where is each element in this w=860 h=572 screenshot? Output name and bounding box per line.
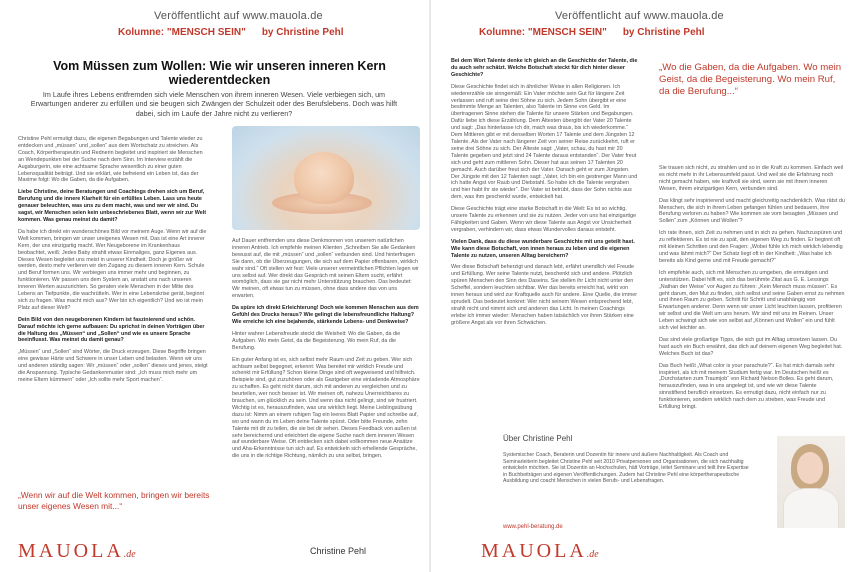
author-byline: by Christine Pehl xyxy=(622,27,705,38)
pull-quote: „Wenn wir auf die Welt kommen, bringen wir bereits unser eigenes Wesen mit...“ xyxy=(18,490,210,511)
left-column-1 xyxy=(18,136,208,476)
photo-baby xyxy=(294,152,354,204)
portrait-body xyxy=(783,488,839,528)
footer-author: Christine Pehl xyxy=(310,546,367,556)
about-text: Systemischer Coach, Beraterin und Dozentin für innere und äußere Nachhaltigkeit. Als Coach und Seminarleiterin begleitet Christine Pehl seit 2010 Privatpersonen und Organisationen, die sich nachhaltig entwickeln möchten. Sie ist Dozentin an Hochschulen, hält Vorträge, leitet Seminare und teilt ihre Expertise in Buchbeiträgen und eigenen Veröffentlichungen. Zudem hat Christine Pehl eine körpertherapeutische Ausbildung und coacht Menschen in vielen Berufs- und Lebensfragen. xyxy=(503,452,749,485)
interview-question: Dein Bild von den neugeborenen Kindern ist faszinierend und schön. Darauf möchte ich gerne aufbauen: Du sprichst in deinen Vorträgen über die Haltung des „Müssen“ und „Sollen“ und wie es unsere Sprache beeinflusst. Was meinst du damit genau? xyxy=(18,316,205,344)
about-title: Über Christine Pehl xyxy=(503,434,573,443)
interview-question: Da spüre ich direkt Erleichterung! Doch wie kommen Menschen aus dem Gefühl des Drucks heraus? Wie gelingt die lebensfreundliche Haltung? Wie erreiche ich eine bejahende, stärkende Lebens- und Denkweise? xyxy=(232,305,419,325)
author-portrait xyxy=(777,436,845,528)
paragraph: Das klingt sehr inspirierend und macht gleichzeitig nachdenklich. Was rätst du Menschen, die sich in ihrem Leben gefangen fühlen und bedauern, ihre Berufung verloren zu haben? Wie kommen sie vom besagten „Müssen und Sollen“ zum „Können und Wollen“? xyxy=(659,197,845,225)
paragraph: Ich rate ihnen, sich Zeit zu nehmen und in sich zu gehen. Nachzuspüren und zu reflektieren. Es ist nie zu spät, den eigenen Weg zu finden. Er beginnt oft mit kleinen Schritten und den Fragen: „Wobei fühle ich mich wirklich lebendig und was lähmt mich?“ Der Schatz liegt oft in der Kindheit: „Was habe ich bereits als Kind gerne und mit Freude gemacht?“ xyxy=(659,230,843,264)
mauola-logo xyxy=(18,540,136,563)
paragraph: Das sind viele großartige Tipps, die sich gut im Alltag umsetzen lassen. Du hast auch ein Buch erwähnt, das dich auf deinem eigenen Weg begleitet hat. Welches Buch ist das? xyxy=(659,336,843,357)
logo-tld: .de xyxy=(586,549,599,560)
portrait-face xyxy=(797,452,823,484)
interview-question: Liebe Christine, deine Beratungen und Coachings drehen sich um Beruf, Berufung und die innere Klarheit für ein erfülltes Leben. Lass uns heute genauer beleuchten, was uns zu dem macht, was und wer wir sind. Du sagst, wir Menschen seien kein unbeschriebenes Blatt, wenn wir zur Welt kommen. Was genau meinst du damit? xyxy=(18,189,207,223)
column-heading xyxy=(118,27,344,38)
baby-photo xyxy=(232,126,420,230)
interview-question: Bei dem Wort Talente denke ich gleich an die Geschichte der Talente, die du auch sehr schätzt. Welche Botschaft steckt für dich hinter dieser Geschichte? xyxy=(451,58,638,78)
article-lead: Im Laufe ihres Lebens entfremden sich viele Menschen von ihrem inneren Wesen. Viele verbiegen sich, um Erwartungen anderer zu erfüllen und sie beugen sich Zwängen der Schulzeit oder des Berufslebens. Doch was hilft dabei, sich im Laufe der Jahre nicht zu verlieren? xyxy=(30,90,398,118)
left-page xyxy=(0,0,429,572)
logo-text: MAUOLA xyxy=(481,540,587,562)
column-heading xyxy=(479,27,705,38)
paragraph: Christine Pehl ermutigt dazu, die eigenen Begabungen und Talente wieder zu entdecken und „müssen“ und „sollen“ aus dem Wortschatz zu streichen. Als Coach, Körpertherapeutin und Rednerin begleitet und inspiriert sie Menschen an Wendepunkten bei der Suche nach dem Sinn. Im Interview erzählt die Augsburgerin, wie eine achtsame Sprache wesentlich zu einer guten Lebensqualität beiträgt. Und sie erklärt, wie befreiend ein Leben ist, das der Maxime folgt: Wo die Gaben, da die Aufgaben. xyxy=(18,136,203,184)
right-column-1 xyxy=(451,58,639,458)
article-title: Vom Müssen zum Wollen: Wie wir unseren inneren Kern wiederentdecken xyxy=(53,59,386,87)
paragraph: Diese Geschichte findet sich in ähnlicher Weise in allen Religionen. Ich wiedererzähle sie sinngemäß: Ein Vater möchte sein Gut für längere Zeit verlassen und ruft seine drei Söhne zu sich. Jedem Sohn übergibt er eine bestimmte Menge an Talenten, also Talente im Sinne von Geld. Im übertragenen Sinne stehen die Talente für unsere Stärken und Begabungen. Dafür liebe ich diese Erzählung. Dem Ältesten übergibt der Vater 20 Talente und sagt: „Das hinterlasse ich dir, mach was draus, bis ich wiederkomme.“ Dem Mittleren gibt er mit denselben Worten 17 Talente und dem Jüngsten 12 Talente. Als der Vater nach längerer Zeit von seiner Reise zurückkehrt, ruft er seine drei Söhne zu sich. Der Älteste sagt: „Vater, schau, du hast mir 20 Talente gegeben und jetzt sind 24 Talente daraus entstanden“. Der Vater freut sich und geht zum mittleren Sohn. Dieser hat aus seinen 17 Talenten 20 gemacht. Auch darüber freut sich der Vater. Danach geht er zum Jüngsten. Der Jüngste mit den 12 Talenten sagt: „Vater, ich bin ein gestrenger Mann und ich hatte Angst vor Raub und Diebstahl. So habe ich die Talente vergraben und hier habt ihr sie wieder“. Der Vater ist betrübt, dass der Sohn nichts aus dem, was ihm geschenkt wurde, entwickelt hat. xyxy=(451,83,638,201)
author-byline: by Christine Pehl xyxy=(261,27,344,38)
paragraph: „Müssen“ und „Sollen“ sind Wörter, die Druck erzeugen. Diese Begriffe bringen eine gewisse Härte und Schwere in unser Leben und belasten. Wenn wir uns und anderen ständig sagen: Wir „müssen“ oder „sollen“ dieses und jenes, steigt die Anspannung. Typische Gedankenmuster sind: „Ich muss mich mehr um meine Eltern kümmern“ oder „Ich sollte mehr Sport machen“. xyxy=(18,349,208,383)
paragraph: Ich empfehle auch, sich mit Menschen zu umgeben, die ermutigen und unterstützen. Dabei hilft es, sich das berühmte Zitat aus G. E. Lessings „Nathan der Weise“ vor Augen zu führen: „Kein Mensch muss müssen“. Es geht darum, den Mut zu finden, sich selbst und seine Gaben ernst zu nehmen und ihnen Raum zu geben. Schritt für Schritt und unabhängig von Erwartungen anderer. Denn wenn wir unser Licht leuchten lassen, profitieren wir selbst und die Welt um uns herum. Wir sind mit uns im Reinen. Unser Leben schwingt sich wie von selbst auf „Können und Wollen“ ein und fühlt sich viel leichter an. xyxy=(659,269,845,332)
paragraph: Das Buch heißt „What color is your parachute?“. Es hat mich damals sehr inspiriert, als ich mit meinem Studium fertig war. Im Deutschen heißt es „Durchstarten zum Traumjob“ von Richard Nelson Bolles. Es geht darum, herauszufinden, was in uns angelegt ist, und wie wir diese Talente sinnstiftend beruflich einsetzen. Es ermutigt dazu, nicht einfach nur zu funktionieren, sondern wirklich nach dem zu streben, was Freude und Erfüllung bringt. xyxy=(659,362,835,411)
website-link[interactable]: www.pehl-beratung.de xyxy=(503,524,563,530)
logo-text: MAUOLA xyxy=(18,540,124,562)
interview-question: Vielen Dank, dass du diese wunderbare Geschichte mit uns geteilt hast. Wie kann diese Botschaft, von innen heraus zu leben und die eigenen Talente zu nutzen, unseren Alltag bereichern? xyxy=(451,238,635,259)
left-column-2 xyxy=(232,238,420,538)
paragraph: Diese Geschichte trägt eine starke Botschaft in die Welt: Es ist so wichtig, unsere Talente zu erkennen und sie zu nutzen. Jeder von uns hat einzigartige Fähigkeiten und Gaben. Wenn wir diese Talente aus Angst vor Unsicherheit vergraben, verhindern wir, dass etwas Wundervolles daraus entsteht. xyxy=(451,206,637,233)
paragraph: Auf Dauer entfremden uns diese Denkmonnen von unserem natürlichen inneren Antrieb. Ich empfehle meinen Klienten „Schreiben Sie alle Gedanken bewusst auf, die mit „müssen“ und „sollen“ verbunden sind. Und hinterfragen Sie dann, ob die Überzeugungen, die sich auf dem Papier offenbaren, wirklich wahr sind.“ Oft stellen wir fest: Viele unserer vermeintlichen Pflichten legen wir uns selbst auf. Wer direkt das Gespräch mit seinen Eltern sucht, erfährt womöglich, dass sie gar nicht mehr Unterstützung brauchen. Das bedeutet: Wir meinen, oft etwas tun zu müssen, ohne dass andere das von uns erwarten. xyxy=(232,238,419,300)
pull-quote: „Wo die Gaben, da die Aufgaben. Wo mein Geist, da die Begeisterung. Wo mein Ruf, da die Berufung...“ xyxy=(659,62,842,97)
paragraph: Da habe ich direkt ein wunderschönes Bild vor meinem Auge. Wenn wir auf die Welt kommen, bringen wir unser ureigenes Wesen mit. Das ist eine Art innerer Kern, der uns einzigartig macht. Wer Neugeborene im Krankenhaus beobachtet, weiß: Jedes Baby strahlt etwas Einmaliges, ganz Eigenes aus. Dieses Wesen begleitet uns meist in unserer Kindheit. Doch je größer wir werden, desto mehr verlieren wir den Zugang zu diesem inneren Kern. Schule und Beruf formen uns. Wir verbiegen uns immer mehr und beginnen, zu funktionieren. Wir passen uns dem System an, anstatt uns nach unseren inneren Werten auszurichten. So geraten viele Menschen in der Mitte des Lebens an Tiefpunkte, die wachrütteln. Wer in eine Lebenskrise gerät, beginnt sich zu fragen. Was macht mich aus? Wer bin ich eigentlich? Und wo ist mein Platz auf dieser Welt? xyxy=(18,228,207,311)
right-column-2 xyxy=(659,165,845,470)
mauola-logo xyxy=(481,540,599,563)
paragraph: Sie trauen sich nicht, zu strahlen und so in die Kraft zu kommen. Einfach weil es nicht mehr in ihr Lebensumfeld passt. Und weil sie die Erfahrung noch nicht gemacht haben, wie kraftvoll sie sind, wenn sie mit ihrem inneren Wesen, ihrem einzigartigen Kern, verbunden sind. xyxy=(659,165,843,192)
right-page xyxy=(431,0,860,572)
paragraph: Hinter wahrer Lebensfreude steckt die Weisheit: Wo die Gaben, da die Aufgaben. Wo mein Geist, da die Begeisterung. Wo mein Ruf, da die Berufung. xyxy=(232,330,401,351)
published-note: Veröffentlicht auf www.mauola.de xyxy=(555,10,724,22)
logo-tld: .de xyxy=(123,549,136,560)
column-label: Kolumne: "MENSCH SEIN" xyxy=(479,27,607,38)
paragraph: Wer diese Botschaft beherzigt und danach lebt, erfährt unendlich viel Freude und Erfüllung. Wer seine Talente nutzt, beschenkt sich und andere. Plötzlich spüren Menschen den Sinn des Daseins. Sie stellen ihr Licht nicht unter den Scheffel, sondern leuchten sichtbar. Wer das bereits erreicht hat, wirkt von innen heraus und wird zur Kraftquelle auch für andere. Eine Quelle, die immer sprudelt. Das bedeutet konkret: Wer nicht seinem Wesen entsprechend lebt, strahlt nicht und nimmt sich und anderen das Licht. In meinen Coachings erlebe ich immer wieder: Menschen haben tatsächlich vor ihren Stärken eine größere Angst als vor ihren Schwächen. xyxy=(451,264,638,326)
column-label: Kolumne: "MENSCH SEIN" xyxy=(118,27,246,38)
paragraph: Ein guter Anfang ist es, sich selbst mehr Raum und Zeit zu geben. Wer sich achtsam selbst begegnet, erkennt: Was bereitet mir wirklich Freude und schenkt mir Erfüllung? Schon kleine Dinge sind oft wegweisend und hilfreich. Beispiele sind, gut zuzuhören oder als Gastgeber eine einladende Atmosphäre zu schaffen. Es geht nicht darum, sich mit anderen zu vergleichen und zu beurteilen, wer noch besser ist. Wir meinen oft, nahezu Unerreichbares zu brauchen, um glücklich zu sein. Und wenn das nicht gelingt, sind wir frustriert. Wichtig ist es, herauszufinden, was uns wirklich liegt. Meine Lieblingsübung dazu ist: Nimm an einem ruhigen Tag ein leeres Blatt Papier und schreibe auf, wo und wann du im Leben deine Talente spürst. Oder bitte Freunde, zehn Talente mit dir zu teilen, die sie bei dir sehen. Dieses Feedback von außen ist sehr bereichernd und erleichtert die eigene Suche nach dem inneren Wesen auf wunderbare Weise. Oft entdecken sich dabei vollkommen neue Ansätze und Aha-Erkenntnisse tun sich auf. Es entwickeln sich erhellende Gespräche, die uns in die richtige Richtung, nämlich zu uns selbst, bringen. xyxy=(232,356,420,460)
published-note: Veröffentlicht auf www.mauola.de xyxy=(154,10,323,22)
